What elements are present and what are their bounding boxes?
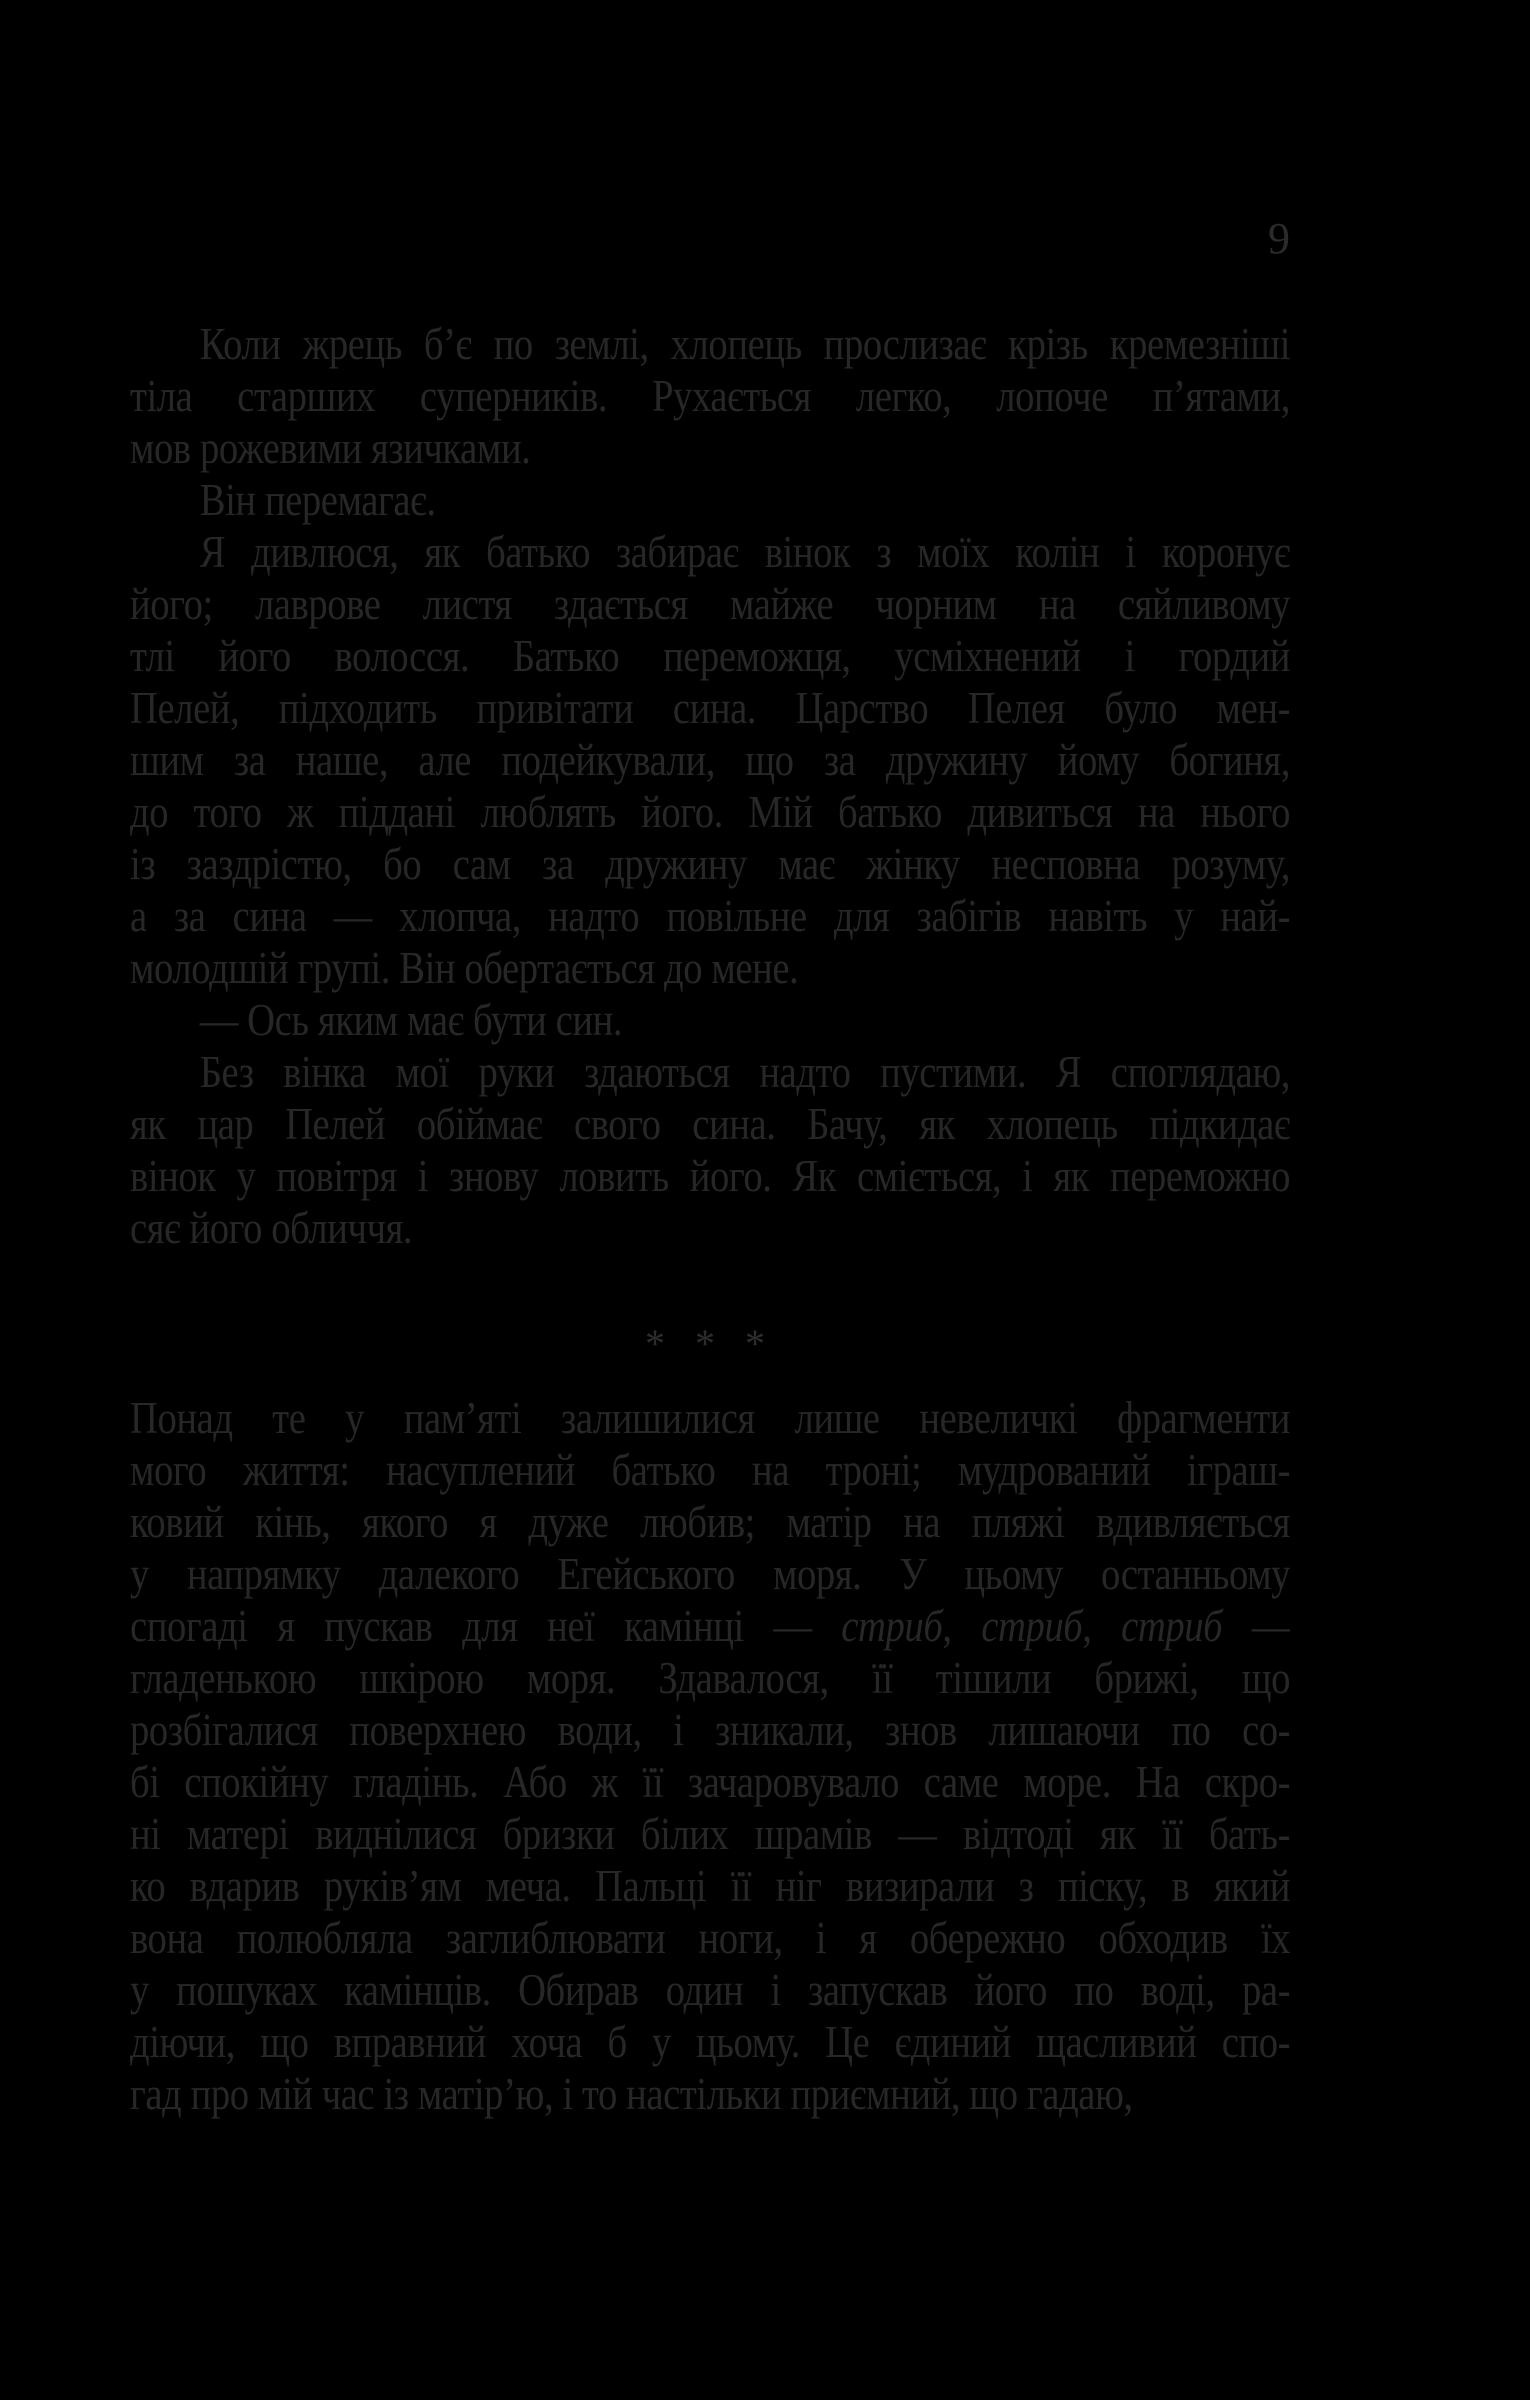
paragraph xyxy=(130,474,1290,526)
text-line: мов рожевими язичками. xyxy=(130,422,531,473)
text-line: шим за наше, але подейкували, що за дружину йому богиня, xyxy=(130,734,1291,785)
text-line: а за сина — хлопча, надто повільне для забігів навіть у най- xyxy=(130,890,1291,941)
text-section-after-break xyxy=(130,1392,1290,2120)
paragraph xyxy=(130,526,1290,994)
paragraph xyxy=(130,318,1290,474)
text-line: ні матері виднілися бризки білих шрамів — відтоді як її бать- xyxy=(130,1808,1291,1859)
text-line: його; лаврове листя здається майже чорним на сяйливому xyxy=(130,578,1291,629)
text-line: діючи, що вправний хоча б у цьому. Це єдиний щасливий спо- xyxy=(130,2016,1291,2067)
scene-break-separator: * * * xyxy=(645,1321,775,1366)
text-line: Коли жрець б’є по землі, хлопець прослизає крізь кремезніші xyxy=(199,318,1291,369)
text-line: із заздрістю, бо сам за дружину має жінку несповна розуму, xyxy=(130,838,1291,889)
text-line: гладенькою шкірою моря. Здавалося, її тішили брижі, що xyxy=(130,1652,1291,1703)
text-line: Пелей, підходить привітати сина. Царство Пелея було мен- xyxy=(130,682,1291,733)
text-line: тіла старших суперників. Рухається легко, лопоче п’ятами, xyxy=(130,370,1291,421)
paragraph xyxy=(130,1392,1290,2120)
text-line: як цар Пелей обіймає свого сина. Бачу, як хлопець підкидає xyxy=(130,1098,1291,1149)
text-line: Понад те у пам’яті залишилися лише невеличкі фрагменти xyxy=(130,1392,1291,1443)
text-line: у пошуках камінців. Обирав один і запускав його по воді, ра- xyxy=(130,1964,1291,2015)
text-line: спогаді я пускав для неї камінці — стриб, стриб, стриб — xyxy=(130,1600,1291,1651)
text-line: Я дивлюся, як батько забирає вінок з моїх колін і коронує xyxy=(199,526,1291,577)
text-line: ко вдарив руків’ям меча. Пальці її ніг визирали з піску, в який xyxy=(130,1860,1291,1911)
paragraph xyxy=(130,994,1290,1046)
text-line: сяє його обличчя. xyxy=(130,1202,413,1253)
text-line: вінок у повітря і знову ловить його. Як сміється, і як переможно xyxy=(130,1150,1291,1201)
text-line: бі спокійну гладінь. Або ж її зачаровувало саме море. На скро- xyxy=(130,1756,1291,1807)
text-line: Він перемагає. xyxy=(199,474,436,525)
text-line: у напрямку далекого Егейського моря. У цьому останньому xyxy=(130,1548,1291,1599)
text-line: мого життя: насуплений батько на троні; мудрований іграш- xyxy=(130,1444,1291,1495)
text-section-before-break xyxy=(130,318,1290,1254)
text-line: до того ж піддані люблять його. Мій батько дивиться на нього xyxy=(130,786,1291,837)
text-line: ковий кінь, якого я дуже любив; матір на пляжі вдивляється xyxy=(130,1496,1291,1547)
text-line: гад про мій час із матір’ю, і то настільки приємний, що гадаю, xyxy=(130,2068,1133,2119)
text-line: молодшій групі. Він обертається до мене. xyxy=(130,942,799,993)
page-number: 9 xyxy=(1268,214,1290,263)
text-line: Без вінка мої руки здаються надто пустими. Я споглядаю, xyxy=(199,1046,1291,1097)
paragraph xyxy=(130,1046,1290,1254)
text-line: тлі його волосся. Батько переможця, усміхнений і гордий xyxy=(130,630,1291,681)
text-line: вона полюбляла заглиблювати ноги, і я обережно обходив їх xyxy=(130,1912,1291,1963)
text-line: — Ось яким має бути син. xyxy=(199,994,623,1045)
text-line: розбігалися поверхнею води, і зникали, знов лишаючи по со- xyxy=(130,1704,1291,1755)
